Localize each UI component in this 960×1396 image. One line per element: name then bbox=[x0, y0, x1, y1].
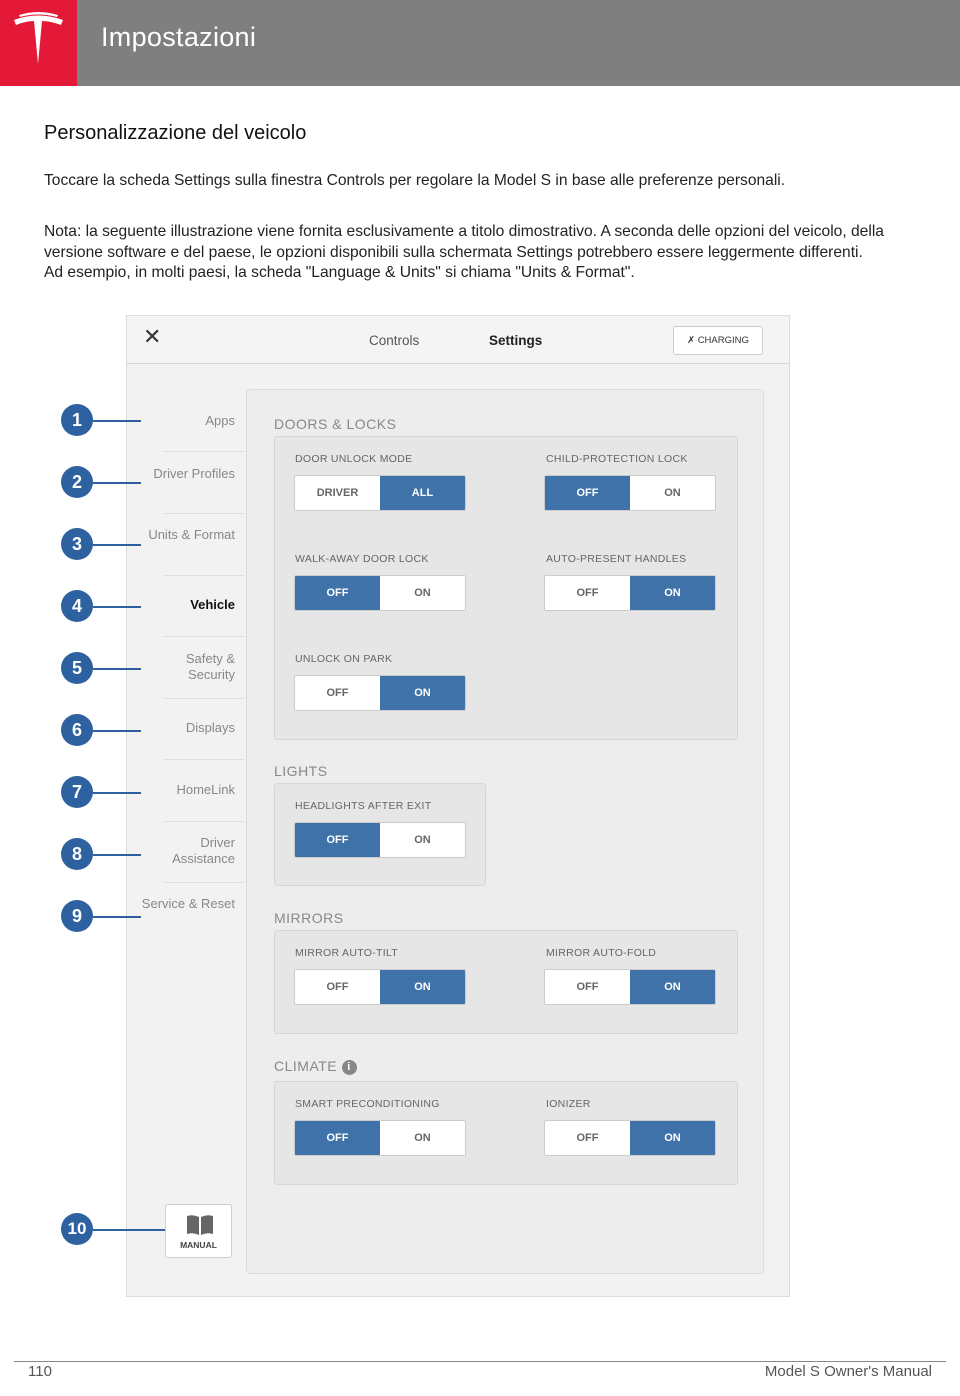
group-heading-mirrors: MIRRORS bbox=[274, 910, 344, 926]
settings-sidebar bbox=[127, 364, 245, 1296]
callout-5: 5 bbox=[61, 652, 93, 684]
option-on[interactable]: ON bbox=[380, 970, 465, 1004]
option-driver[interactable]: DRIVER bbox=[295, 476, 380, 510]
setting-label: CHILD-PROTECTION LOCK bbox=[546, 453, 688, 465]
setting-label: MIRROR AUTO-TILT bbox=[295, 947, 398, 959]
callout-line bbox=[93, 1229, 165, 1231]
setting-label: IONIZER bbox=[546, 1098, 591, 1110]
callout-9: 9 bbox=[61, 900, 93, 932]
tab-settings[interactable]: Settings bbox=[489, 333, 543, 348]
setting-label: MIRROR AUTO-FOLD bbox=[546, 947, 657, 959]
callout-line bbox=[93, 420, 141, 422]
charging-button[interactable]: ✗ CHARGING bbox=[673, 326, 763, 355]
callout-3: 3 bbox=[61, 528, 93, 560]
group-heading-climate bbox=[274, 1058, 357, 1075]
manual-label: MANUAL bbox=[180, 1240, 217, 1250]
callout-line bbox=[93, 544, 141, 546]
setting-label: HEADLIGHTS AFTER EXIT bbox=[295, 800, 432, 812]
divider bbox=[163, 821, 245, 822]
callout-line bbox=[93, 606, 141, 608]
callout-1: 1 bbox=[61, 404, 93, 436]
option-off[interactable]: OFF bbox=[545, 476, 630, 510]
option-off[interactable]: OFF bbox=[295, 1121, 380, 1155]
doors-locks-group bbox=[274, 436, 738, 740]
page-title: Impostazioni bbox=[101, 22, 257, 52]
callout-10: 10 bbox=[61, 1213, 93, 1245]
child-protection-lock-toggle[interactable] bbox=[544, 475, 716, 511]
door-unlock-mode-toggle[interactable] bbox=[294, 475, 466, 511]
setting-label: UNLOCK ON PARK bbox=[295, 653, 393, 665]
divider bbox=[163, 513, 245, 514]
divider bbox=[163, 636, 245, 637]
settings-screenshot bbox=[126, 315, 790, 1297]
option-off[interactable]: OFF bbox=[295, 970, 380, 1004]
page-header bbox=[0, 0, 960, 86]
ionizer-toggle[interactable] bbox=[544, 1120, 716, 1156]
option-on[interactable]: ON bbox=[380, 576, 465, 610]
divider bbox=[163, 451, 245, 452]
setting-label: AUTO-PRESENT HANDLES bbox=[546, 553, 687, 565]
divider bbox=[163, 698, 245, 699]
section-title: Personalizzazione del veicolo bbox=[44, 122, 307, 144]
callout-line bbox=[93, 730, 141, 732]
callout-6: 6 bbox=[61, 714, 93, 746]
footer-divider bbox=[14, 1361, 946, 1362]
option-on[interactable]: ON bbox=[630, 476, 715, 510]
sidebar-item-service-reset[interactable]: Service & Reset bbox=[141, 896, 235, 911]
mirror-auto-fold-toggle[interactable] bbox=[544, 969, 716, 1005]
option-on[interactable]: ON bbox=[630, 576, 715, 610]
option-off[interactable]: OFF bbox=[545, 970, 630, 1004]
option-on[interactable]: ON bbox=[630, 1121, 715, 1155]
setting-label: SMART PRECONDITIONING bbox=[295, 1098, 440, 1110]
unlock-on-park-toggle[interactable] bbox=[294, 675, 466, 711]
mirrors-group bbox=[274, 930, 738, 1034]
option-off[interactable]: OFF bbox=[545, 576, 630, 610]
callout-line bbox=[93, 668, 141, 670]
climate-heading-text: CLIMATE bbox=[274, 1058, 338, 1074]
option-on[interactable]: ON bbox=[630, 970, 715, 1004]
auto-present-handles-toggle[interactable] bbox=[544, 575, 716, 611]
group-heading-lights: LIGHTS bbox=[274, 763, 328, 779]
divider bbox=[163, 882, 245, 883]
note-paragraph: Nota: la seguente illustrazione viene fornita esclusivamente a titolo dimostrativo. A seconda delle opzioni del veicolo, della versione software e del paese, le opzioni disponibili sulla schermata Settings potrebbero essere leggermente differenti. Ad esempio, in molti paesi, la scheda "Language & Units" si chiama "Units & Format". bbox=[44, 223, 884, 281]
callout-7: 7 bbox=[61, 776, 93, 808]
option-on[interactable]: ON bbox=[380, 1121, 465, 1155]
group-heading-doors-locks: DOORS & LOCKS bbox=[274, 416, 397, 432]
callout-line bbox=[93, 916, 141, 918]
option-all[interactable]: ALL bbox=[380, 476, 465, 510]
walk-away-door-lock-toggle[interactable] bbox=[294, 575, 466, 611]
sidebar-item-vehicle[interactable]: Vehicle bbox=[190, 597, 235, 612]
smart-preconditioning-toggle[interactable] bbox=[294, 1120, 466, 1156]
sidebar-item-safety-security[interactable]: Safety & Security bbox=[185, 651, 235, 682]
callout-2: 2 bbox=[61, 466, 93, 498]
intro-paragraph: Toccare la scheda Settings sulla finestra Controls per regolare la Model S in base alle preferenze personali. bbox=[44, 172, 786, 189]
callout-line bbox=[93, 854, 141, 856]
manual-title: Model S Owner's Manual bbox=[764, 1363, 932, 1380]
mirror-auto-tilt-toggle[interactable] bbox=[294, 969, 466, 1005]
headlights-after-exit-toggle[interactable] bbox=[294, 822, 466, 858]
sidebar-item-apps[interactable]: Apps bbox=[205, 413, 235, 428]
option-off[interactable]: OFF bbox=[295, 676, 380, 710]
divider bbox=[163, 575, 245, 576]
setting-label: DOOR UNLOCK MODE bbox=[295, 453, 413, 465]
vehicle-settings-panel bbox=[246, 389, 764, 1274]
page-number: 110 bbox=[28, 1363, 52, 1380]
divider bbox=[163, 759, 245, 760]
controls-topbar bbox=[127, 316, 789, 364]
setting-label: WALK-AWAY DOOR LOCK bbox=[295, 553, 429, 565]
info-icon[interactable]: i bbox=[342, 1060, 357, 1075]
option-off[interactable]: OFF bbox=[295, 576, 380, 610]
option-off[interactable]: OFF bbox=[295, 823, 380, 857]
option-on[interactable]: ON bbox=[380, 823, 465, 857]
callout-8: 8 bbox=[61, 838, 93, 870]
callout-line bbox=[93, 482, 141, 484]
manual-button[interactable] bbox=[165, 1204, 232, 1258]
sidebar-item-displays[interactable]: Displays bbox=[185, 720, 235, 735]
lights-group bbox=[274, 783, 486, 886]
option-off[interactable]: OFF bbox=[545, 1121, 630, 1155]
tesla-logo bbox=[0, 0, 77, 86]
tab-controls[interactable]: Controls bbox=[369, 333, 420, 348]
sidebar-item-homelink[interactable]: HomeLink bbox=[176, 782, 235, 797]
option-on[interactable]: ON bbox=[380, 676, 465, 710]
climate-group bbox=[274, 1081, 738, 1185]
close-icon[interactable]: ✕ bbox=[143, 325, 162, 350]
book-icon bbox=[186, 1214, 214, 1236]
callout-line bbox=[93, 792, 141, 794]
sidebar-item-units-format[interactable]: Units & Format bbox=[148, 527, 235, 542]
sidebar-item-driver-assistance[interactable]: Driver Assistance bbox=[172, 835, 235, 866]
sidebar-item-driver-profiles[interactable]: Driver Profiles bbox=[153, 466, 235, 481]
callout-4: 4 bbox=[61, 590, 93, 622]
